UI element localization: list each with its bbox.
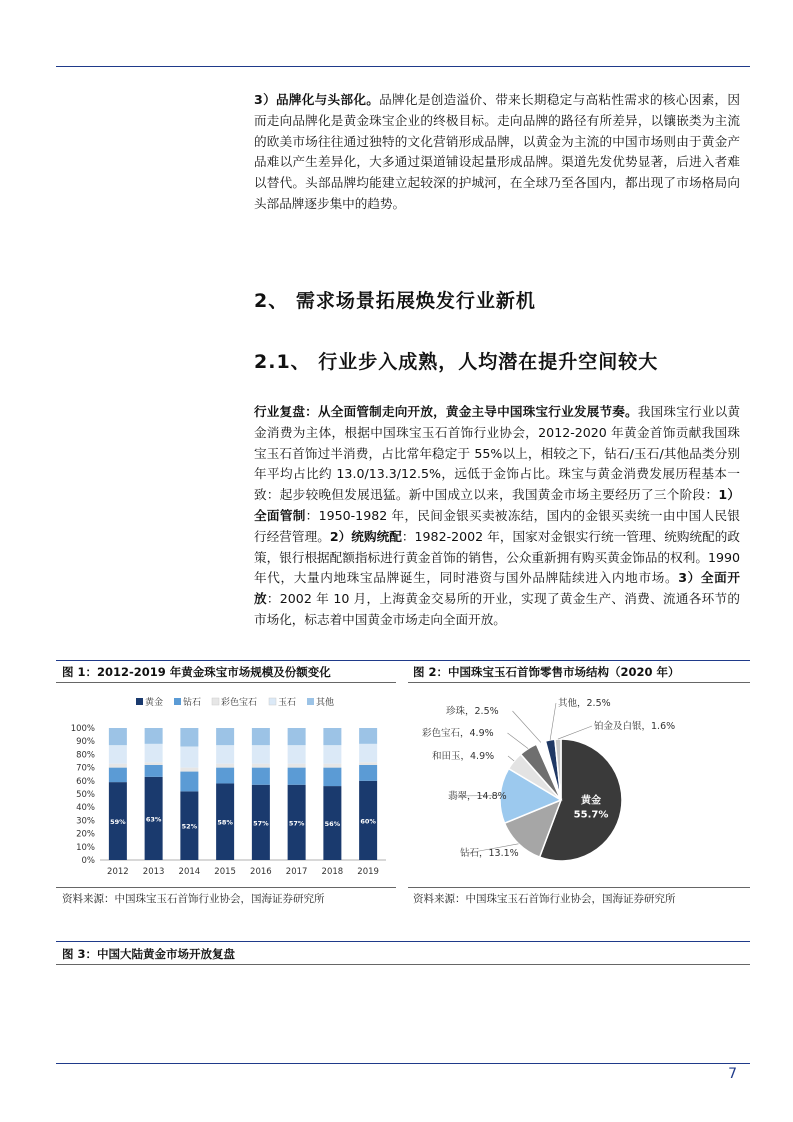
bar-玉石-2015 [216,745,234,763]
bar-彩色宝石-2015 [216,764,234,768]
bar-其他-2013 [145,728,163,744]
bar-玉石-2018 [323,745,341,763]
paragraph-industry-review [254,402,740,631]
bar-钻石-2017 [288,768,306,785]
pie-leader-line [508,756,514,761]
fig3-title: 图 3：中国大陆黄金市场开放复盘 [62,947,236,961]
fig2-title: 图 2：中国珠宝玉石首饰零售市场结构（2020 年） [413,665,680,679]
stacked-bar-chart [56,686,396,886]
figure-top-rule [56,660,750,661]
y-tick-label: 90% [76,737,95,748]
y-tick-label: 80% [76,750,95,761]
bar-其他-2017 [288,728,306,745]
bar-其他-2012 [109,728,127,745]
paragraph-text: ：1982-2002 年，国家对金银实行统一管理、统购统配的政策，银行根据配额指标进行黄金首饰的销售，公众重新拥有购买黄金饰品的权利。1990 年代，大量内地珠宝品牌诞生，同时港资与国外品牌陆续进入内地市场。 [254,528,741,586]
bar-钻石-2015 [216,768,234,784]
pie-chart [408,686,750,886]
figure-bottom-rule-right [408,887,750,888]
x-tick-label: 2015 [214,867,236,877]
bar-彩色宝石-2018 [323,764,341,768]
bar-钻石-2019 [359,765,377,781]
legend-label-1: 钻石 [183,698,202,708]
pie-leader-line [508,733,529,749]
pie-leader-line [513,711,541,742]
legend-swatch-4 [307,698,314,705]
bar-其他-2015 [216,728,234,745]
bar-钻石-2013 [145,765,163,777]
pie-label-和田玉: 和田玉，4.9% [432,751,495,762]
y-tick-label: 10% [76,842,95,853]
bar-钻石-2016 [252,768,270,785]
stage-label: 2）统购统配 [329,528,402,544]
bar-其他-2019 [359,728,377,744]
x-tick-label: 2017 [285,867,308,877]
fig2-source: 资料来源：中国珠宝玉石首饰行业协会，国海证券研究所 [413,893,676,905]
bar-玉石-2017 [288,745,306,763]
bar-彩色宝石-2013 [145,762,163,765]
section-heading-2-1: 2.1、 行业步入成熟，人均潜在提升空间较大 [254,351,659,373]
bar-data-label: 59% [110,818,126,827]
fig1-title: 图 1：2012-2019 年黄金珠宝市场规模及份额变化 [62,665,331,679]
bar-data-label: 57% [288,819,305,828]
y-tick-label: 100% [70,724,95,734]
y-tick-label: 30% [76,816,95,827]
pie-label-其他: 其他，2.5% [558,698,611,709]
legend-label-2: 彩色宝石 [221,698,258,708]
pie-label-gold: 黄金 [581,795,602,807]
bar-data-label: 58% [217,818,233,827]
y-tick-label: 20% [76,829,95,840]
x-tick-label: 2016 [250,867,272,877]
bar-data-label: 56% [324,820,341,829]
paragraph-body: 品牌化是创造溢价、带来长期稳定与高粘性需求的核心因素，因而走向品牌化是黄金珠宝企业的终极目标。走向品牌的路径有所差异，以镶嵌类为主流的欧美市场往往通过独特的文化营销形成品牌，以黄金为主流的中国市场则由于黄金产品难以产生差异化，大多通过渠道铺设起量形成品牌。渠道先发优势显著，后进入者难以替代。头部品牌均能建立起较深的护城河，在全球乃至各国内，都出现了市场格局向头部品牌逐步集中的趋势。 [254,92,741,211]
y-tick-label: 60% [76,776,95,787]
bar-其他-2018 [323,728,341,745]
bar-其他-2016 [252,728,270,745]
bar-彩色宝石-2014 [180,768,198,772]
legend-swatch-1 [174,698,181,705]
pie-leader-line [558,726,592,739]
paragraph-branding [254,90,740,215]
x-tick-label: 2014 [178,867,201,877]
pie-label-铂金及白银: 铂金及白银，1.6% [594,721,676,732]
stage-label: 1）全面管制 [254,487,741,523]
stage-label: 3）全面开放 [254,570,741,607]
fig1-source: 资料来源：中国珠宝玉石首饰行业协会，国海证券研究所 [62,893,325,905]
paragraph-lead: 行业复盘：从全面管制走向开放，黄金主导中国珠宝行业发展节奏。 [254,404,638,419]
legend-swatch-3 [269,698,276,705]
bar-data-label: 63% [145,815,162,824]
bar-彩色宝石-2019 [359,762,377,765]
pie-label-gold-pct: 55.7% [573,809,609,821]
bar-玉石-2019 [359,744,377,762]
bar-钻石-2012 [109,768,127,783]
y-tick-label: 40% [76,803,95,814]
x-tick-label: 2019 [357,867,379,877]
fig3-title-rule [56,964,750,965]
pie-label-钻石: 钻石，13.1% [460,848,519,859]
legend-swatch-0 [136,698,143,705]
x-tick-label: 2012 [107,867,129,877]
bar-彩色宝石-2017 [288,764,306,768]
bar-data-label: 57% [253,819,269,828]
bar-彩色宝石-2012 [109,764,127,768]
paragraph-lead: 3）品牌化与头部化。 [254,92,380,107]
figure-bottom-rule-left [56,887,396,888]
legend-label-4: 其他 [316,698,335,708]
bar-玉石-2016 [252,745,270,763]
pie-label-珍珠: 珍珠，2.5% [446,706,499,717]
fig3-top-rule [56,941,750,942]
y-tick-label: 70% [76,763,95,774]
bar-data-label: 60% [360,817,376,826]
bar-玉石-2014 [180,746,198,767]
bar-其他-2014 [180,728,198,746]
page-number: 7 [728,1066,737,1082]
legend-label-0: 黄金 [145,698,164,708]
bar-钻石-2014 [180,772,198,792]
pie-label-翡翠: 翡翠，14.8% [448,791,507,802]
header-rule [56,66,750,67]
pie-leader-line [550,703,556,740]
bar-玉石-2012 [109,745,127,763]
footer-rule [56,1063,750,1064]
figure-title-rule-left [56,682,396,683]
section-heading-2: 2、 需求场景拓展焕发行业新机 [254,290,536,312]
bar-data-label: 52% [181,822,198,831]
y-tick-label: 0% [81,856,95,866]
legend-swatch-2 [212,698,219,705]
legend-label-3: 玉石 [278,698,297,708]
x-tick-label: 2013 [142,867,165,877]
y-tick-label: 50% [76,790,95,800]
paragraph-text: 我国珠宝行业以黄金消费为主体，根据中国珠宝玉石首饰行业协会，2012-2020 年黄金首饰贡献我国珠宝玉石首饰过半消费，占比常年稳定于 55%以上，相较之下，钻石/玉石/其他品类分别年平均占比约 13.0/13.3/12.5%，远低于金饰占比。珠宝与黄金消费发展历程基本一致：起步较晚但发展迅猛。新中国成立以来，我国黄金市场主要经历了三个阶段： [254,404,741,503]
bar-彩色宝石-2016 [252,764,270,768]
pie-label-彩色宝石: 彩色宝石，4.9% [422,728,494,739]
paragraph-text: ：1950-1982 年，民间金银买卖被冻结，国内的金银买卖统一由中国人民银行经营管理。 [254,507,740,544]
bar-钻石-2018 [323,768,341,786]
paragraph-text: ：2002 年 10 月，上海黄金交易所的开业，实现了黄金生产、消费、流通各环节的市场化，标志着中国黄金市场走向全面开放。 [254,591,740,627]
x-tick-label: 2018 [321,867,344,877]
bar-玉石-2013 [145,744,163,762]
figure-title-rule-right [408,682,750,683]
